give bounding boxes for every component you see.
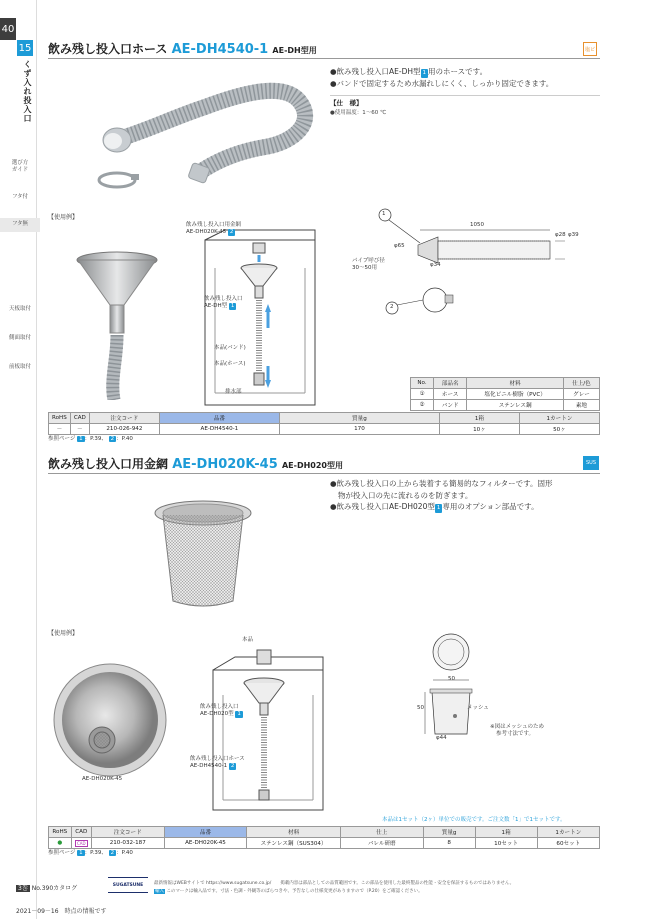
diagram1-label-drain: 排水部 (225, 389, 242, 395)
dim-d28: φ28 (555, 232, 566, 238)
sidebar-item-with-lid[interactable]: フタ付 (11, 194, 29, 200)
spec-divider (330, 95, 600, 96)
diagram1-label-top: 飲み残し投入口用金網 AE-DH020K-45 2 (186, 222, 242, 236)
material-badge-pvc: 塩ビ (583, 42, 597, 56)
product2-ref-pages: 参照ページ 1 ：P.39、 2 ：P.40 (48, 850, 133, 856)
funnel-photo (70, 250, 165, 400)
dim-length: 1050 (470, 222, 484, 228)
callout-2: 2 (390, 304, 394, 310)
product1-ref-pages: 参照ページ 1 ：P.39、 2 ：P.40 (48, 436, 133, 442)
strainer-dimension-drawing (415, 630, 495, 745)
product2-title: 飲み残し投入口用金網 AE-DH020K-45 AE-DH020型用 (48, 457, 343, 472)
table-row: ② バンド ステンレス鋼 素地 (411, 400, 600, 411)
dim-pipe: パイプ呼び径 30～50用 (352, 258, 385, 272)
ref-link-2[interactable]: 2 (110, 850, 115, 856)
product1-usage-diagram (195, 228, 325, 410)
product1-title: 飲み残し投入口ホース AE-DH4540-1 AE-DH型用 (48, 42, 317, 57)
product2-bullets: ●飲み残し投入口の上から装着する簡易的なフィルターです。固形 物が投入口の先に流れるのを防ぎます。 ●飲み残し投入口AE-DH020型 1 専用のオプション部品です。 (330, 479, 553, 512)
strainer-photo (148, 493, 258, 613)
dim-d34: φ34 (430, 262, 441, 268)
chapter-title: くず入れ投入口 (23, 60, 32, 123)
product2-code: AE-DH020K-45 (172, 457, 278, 472)
product2-order-table: RoHS CAD 注文コード 品番 材料 仕上 質量g 1箱 1カートン ● CAD 210-032-187 AE-DH020K-45 ステンレス鋼（SUS304） バレル研磨 8 10セット 60セット (48, 826, 600, 849)
sidebar-item-no-lid[interactable]: フタ無 (0, 218, 40, 232)
product2-usage-diagram (205, 645, 330, 815)
ref-link-1[interactable]: 1 (79, 850, 83, 856)
sidebar-divider (36, 0, 37, 919)
parts-table: No. 部品名 材料 仕上/色 ① ホース 塩化ビニル樹脂（PVC） グレー ② バンド ステンレス鋼 素地 (410, 377, 600, 411)
footer-date: 2021－09－16 時点の情報です (16, 908, 107, 915)
import-mark: 輸入 (155, 888, 164, 894)
diagram2-label-top: 本品 (242, 637, 254, 643)
ref-badge: 1 (436, 505, 441, 512)
diagram1-label-mid: 飲み残し投入口 AE-DH型 1 (204, 296, 243, 310)
diagram2-label-hose: 飲み残し投入口ホース AE-DH4540-1 2 (190, 756, 245, 770)
product1-rule (48, 58, 600, 59)
sidebar-item-front-mount[interactable]: 前板取付 (8, 364, 31, 370)
product2-usage-label: 【使用例】 (48, 630, 79, 637)
dim-d44: φ44 (436, 735, 447, 741)
ref-badge: 1 (422, 70, 427, 76)
diagram1-label-hose: 本品(ホース) (214, 361, 246, 367)
cad-download-icon[interactable]: CAD (71, 838, 91, 849)
diagram2-label-mid: 飲み残し投入口 AE-DH020型 1 (200, 704, 241, 718)
dim-w50: 50 (448, 676, 455, 682)
bowl-photo (50, 660, 170, 780)
sidebar-item-top-mount[interactable]: 天板取付 (8, 306, 31, 312)
chapter-number: 15 (17, 40, 33, 56)
footer-notes: 最新情報はWEBサイトで https://www.sugatsune.co.jp/ 掲載内容は部品としての品質範囲です。この部品を使用した最終製品の性能・安全を保証するものではありません。 輸入 このマークは輸入品です。寸法・色調・外観等のばらつきや、予告なしの仕様変更がありますので（P.20）をご確認ください。 (154, 881, 515, 894)
material-badge-sus: SUS (583, 456, 599, 470)
ref-link-2[interactable]: 2 (110, 436, 115, 442)
product1-usage-label: 【使用例】 (48, 214, 79, 221)
table-row: － － 210-026-942 AE-DH4540-1 170 10ヶ 50ヶ (49, 424, 600, 435)
product1-subtitle: AE-DH型用 (272, 46, 317, 55)
hose-dimension-drawing (370, 205, 610, 325)
dim-h50: 50 (417, 705, 424, 711)
product1-bullets: ●飲み残し投入口AE-DH型 1 用のホースです。 ●バンドで固定するため水漏れしにくく、しっかり固定できます。 (330, 67, 554, 88)
sidebar-item-guide[interactable]: 選び方 ガイド (11, 160, 29, 174)
sales-unit-note: 本品は1セット（2ヶ）単位での販売です。ご注文数「1」で1セットです。 (382, 817, 566, 823)
table-row: ● CAD 210-032-187 AE-DH020K-45 ステンレス鋼（SUS304） バレル研磨 8 10セット 60セット (49, 838, 600, 849)
bowl-label: AE-DH020K-45 (82, 776, 123, 782)
table-row: ① ホース 塩化ビニル樹脂（PVC） グレー (411, 389, 600, 400)
product1-spec-head: 【仕 様】 (330, 99, 363, 107)
dim-mesh: メッシュ (467, 705, 489, 711)
product1-code: AE-DH4540-1 (171, 42, 269, 57)
product2-rule (48, 473, 600, 474)
dim-d39: φ39 (568, 232, 579, 238)
product1-spec-line: ●使用温度：1～60 ℃ (330, 110, 387, 116)
product2-subtitle: AE-DH020型用 (281, 461, 343, 470)
diagram1-label-band: 本品(バンド) (214, 345, 246, 351)
dim-note: ※図はメッシュのため 参考寸法です。 (490, 724, 544, 738)
page-number: 40 (0, 18, 16, 40)
ref-link-1[interactable]: 1 (79, 436, 83, 442)
dim-d65: φ65 (394, 243, 405, 249)
callout-1: 1 (382, 211, 386, 217)
footer-catalog: 3巻 No.390カタログ (18, 885, 78, 892)
hose-photo (95, 62, 325, 202)
sidebar-item-side-mount[interactable]: 側面取付 (8, 335, 31, 341)
sugatsune-logo: SUGATSUNE (108, 877, 148, 893)
product1-order-table: RoHS CAD 注文コード 品番 質量g 1箱 1カートン － － 210-026-942 AE-DH4540-1 170 10ヶ 50ヶ (48, 412, 600, 435)
